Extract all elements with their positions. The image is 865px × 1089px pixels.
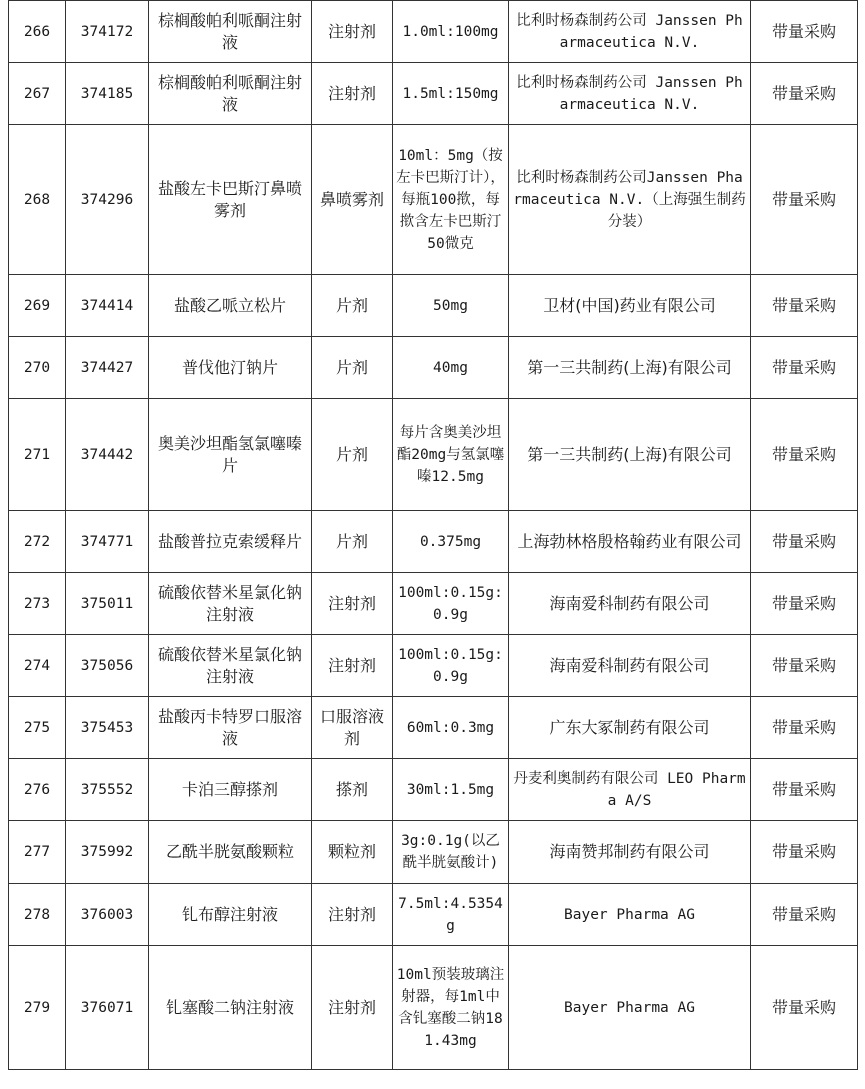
row-number: 272 xyxy=(9,511,66,573)
specification: 10ml：5mg（按左卡巴斯汀计），每瓶100揿，每揿含左卡巴斯汀50微克 xyxy=(393,125,509,275)
drug-list-table xyxy=(8,0,858,1070)
dosage-form: 注射剂 xyxy=(312,884,393,946)
drug-code: 376071 xyxy=(66,946,149,1070)
manufacturer: 比利时杨森制药公司 Janssen Pharmaceutica N.V. xyxy=(509,1,751,63)
row-number: 274 xyxy=(9,635,66,697)
procurement-mode: 带量采购 xyxy=(751,759,858,821)
table-row xyxy=(9,511,858,573)
drug-name: 奥美沙坦酯氢氯噻嗪片 xyxy=(149,399,312,511)
row-number: 266 xyxy=(9,1,66,63)
dosage-form: 注射剂 xyxy=(312,63,393,125)
procurement-mode: 带量采购 xyxy=(751,275,858,337)
drug-name: 乙酰半胱氨酸颗粒 xyxy=(149,821,312,884)
drug-code: 374427 xyxy=(66,337,149,399)
drug-name: 钆塞酸二钠注射液 xyxy=(149,946,312,1070)
specification: 3g:0.1g(以乙酰半胱氨酸计) xyxy=(393,821,509,884)
table-row xyxy=(9,573,858,635)
manufacturer: 比利时杨森制药公司 Janssen Pharmaceutica N.V. xyxy=(509,63,751,125)
drug-code: 376003 xyxy=(66,884,149,946)
dosage-form: 鼻喷雾剂 xyxy=(312,125,393,275)
specification: 100ml:0.15g:0.9g xyxy=(393,635,509,697)
specification: 30ml:1.5mg xyxy=(393,759,509,821)
procurement-mode: 带量采购 xyxy=(751,1,858,63)
drug-code: 375011 xyxy=(66,573,149,635)
table-row xyxy=(9,821,858,884)
dosage-form: 片剂 xyxy=(312,511,393,573)
specification: 7.5ml:4.5354g xyxy=(393,884,509,946)
specification: 50mg xyxy=(393,275,509,337)
manufacturer: Bayer Pharma AG xyxy=(509,946,751,1070)
dosage-form: 注射剂 xyxy=(312,573,393,635)
dosage-form: 片剂 xyxy=(312,275,393,337)
table-row xyxy=(9,759,858,821)
dosage-form: 片剂 xyxy=(312,337,393,399)
dosage-form: 口服溶液剂 xyxy=(312,697,393,759)
dosage-form: 搽剂 xyxy=(312,759,393,821)
drug-code: 374442 xyxy=(66,399,149,511)
table-row xyxy=(9,635,858,697)
drug-name: 棕榈酸帕利哌酮注射液 xyxy=(149,1,312,63)
specification: 40mg xyxy=(393,337,509,399)
drug-code: 375056 xyxy=(66,635,149,697)
manufacturer: 第一三共制药(上海)有限公司 xyxy=(509,399,751,511)
manufacturer: 海南爱科制药有限公司 xyxy=(509,573,751,635)
drug-code: 374414 xyxy=(66,275,149,337)
drug-name: 棕榈酸帕利哌酮注射液 xyxy=(149,63,312,125)
row-number: 267 xyxy=(9,63,66,125)
table-row xyxy=(9,275,858,337)
manufacturer: 海南赞邦制药有限公司 xyxy=(509,821,751,884)
procurement-mode: 带量采购 xyxy=(751,125,858,275)
specification: 0.375mg xyxy=(393,511,509,573)
specification: 1.5ml:150mg xyxy=(393,63,509,125)
drug-code: 375453 xyxy=(66,697,149,759)
drug-name: 盐酸乙哌立松片 xyxy=(149,275,312,337)
row-number: 275 xyxy=(9,697,66,759)
table-row xyxy=(9,63,858,125)
row-number: 269 xyxy=(9,275,66,337)
table-row xyxy=(9,884,858,946)
row-number: 279 xyxy=(9,946,66,1070)
row-number: 273 xyxy=(9,573,66,635)
table-row xyxy=(9,697,858,759)
drug-code: 375992 xyxy=(66,821,149,884)
specification: 1.0ml:100mg xyxy=(393,1,509,63)
drug-name: 钆布醇注射液 xyxy=(149,884,312,946)
procurement-mode: 带量采购 xyxy=(751,884,858,946)
procurement-mode: 带量采购 xyxy=(751,946,858,1070)
procurement-mode: 带量采购 xyxy=(751,635,858,697)
drug-name: 硫酸依替米星氯化钠注射液 xyxy=(149,635,312,697)
drug-name: 硫酸依替米星氯化钠注射液 xyxy=(149,573,312,635)
manufacturer: 海南爱科制药有限公司 xyxy=(509,635,751,697)
specification: 每片含奥美沙坦酯20mg与氢氯噻嗪12.5mg xyxy=(393,399,509,511)
row-number: 276 xyxy=(9,759,66,821)
row-number: 268 xyxy=(9,125,66,275)
dosage-form: 颗粒剂 xyxy=(312,821,393,884)
manufacturer: 比利时杨森制药公司Janssen Pharmaceutica N.V.（上海强生制药分装） xyxy=(509,125,751,275)
dosage-form: 注射剂 xyxy=(312,635,393,697)
dosage-form: 注射剂 xyxy=(312,946,393,1070)
procurement-mode: 带量采购 xyxy=(751,399,858,511)
manufacturer: 第一三共制药(上海)有限公司 xyxy=(509,337,751,399)
drug-name: 盐酸左卡巴斯汀鼻喷雾剂 xyxy=(149,125,312,275)
dosage-form: 片剂 xyxy=(312,399,393,511)
row-number: 270 xyxy=(9,337,66,399)
specification: 100ml:0.15g:0.9g xyxy=(393,573,509,635)
row-number: 271 xyxy=(9,399,66,511)
drug-name: 卡泊三醇搽剂 xyxy=(149,759,312,821)
manufacturer: 丹麦利奥制药有限公司 LEO Pharma A/S xyxy=(509,759,751,821)
procurement-mode: 带量采购 xyxy=(751,511,858,573)
row-number: 278 xyxy=(9,884,66,946)
specification: 60ml:0.3mg xyxy=(393,697,509,759)
drug-code: 375552 xyxy=(66,759,149,821)
procurement-mode: 带量采购 xyxy=(751,63,858,125)
dosage-form: 注射剂 xyxy=(312,1,393,63)
row-number: 277 xyxy=(9,821,66,884)
drug-code: 374771 xyxy=(66,511,149,573)
manufacturer: 卫材(中国)药业有限公司 xyxy=(509,275,751,337)
procurement-mode: 带量采购 xyxy=(751,337,858,399)
table-body xyxy=(9,1,858,1070)
procurement-mode: 带量采购 xyxy=(751,821,858,884)
specification: 10ml预装玻璃注射器，每1ml中含钆塞酸二钠181.43mg xyxy=(393,946,509,1070)
manufacturer: 广东大冢制药有限公司 xyxy=(509,697,751,759)
drug-list-table-page xyxy=(8,0,857,1081)
drug-code: 374172 xyxy=(66,1,149,63)
drug-name: 普伐他汀钠片 xyxy=(149,337,312,399)
table-row xyxy=(9,125,858,275)
table-row xyxy=(9,946,858,1070)
drug-name: 盐酸丙卡特罗口服溶液 xyxy=(149,697,312,759)
drug-name: 盐酸普拉克索缓释片 xyxy=(149,511,312,573)
procurement-mode: 带量采购 xyxy=(751,573,858,635)
table-row xyxy=(9,337,858,399)
drug-code: 374296 xyxy=(66,125,149,275)
table-row xyxy=(9,1,858,63)
procurement-mode: 带量采购 xyxy=(751,697,858,759)
manufacturer: Bayer Pharma AG xyxy=(509,884,751,946)
manufacturer: 上海勃林格殷格翰药业有限公司 xyxy=(509,511,751,573)
drug-code: 374185 xyxy=(66,63,149,125)
table-row xyxy=(9,399,858,511)
